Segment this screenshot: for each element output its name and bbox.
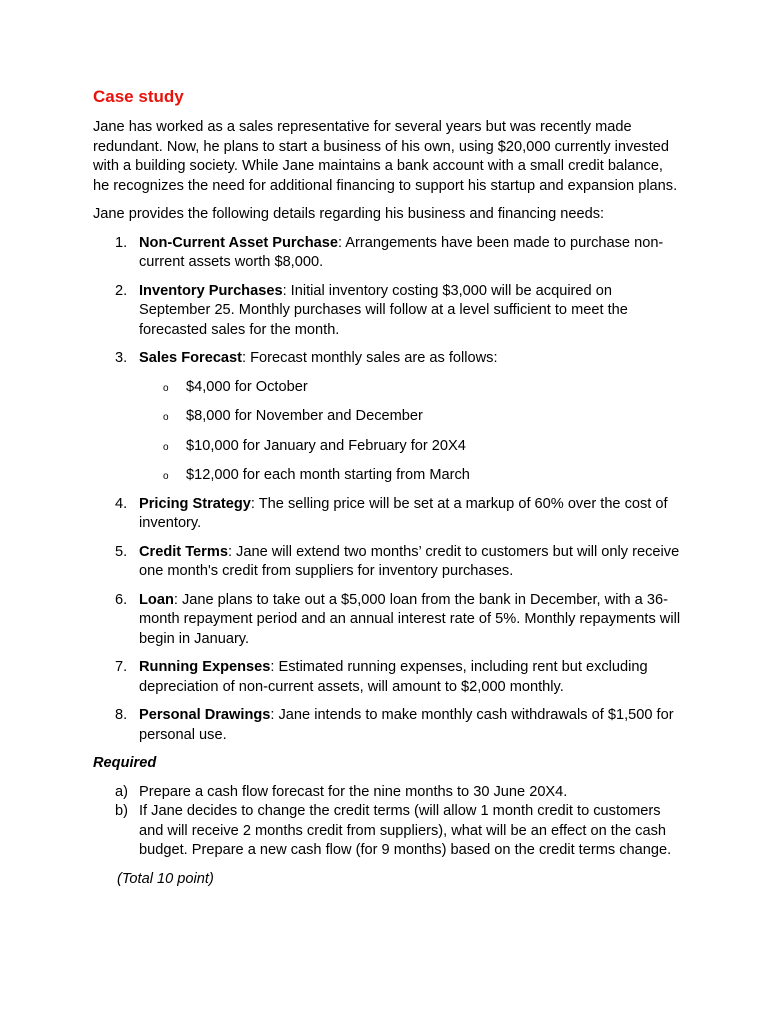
- item-text: : Estimated running expenses, including rent but excluding depreciation of non-current assets, will amount to $2,000 monthly.: [139, 659, 648, 695]
- item-number: 8.: [115, 707, 128, 723]
- sub-list-item: [139, 437, 683, 457]
- sub-list-item: [139, 378, 683, 398]
- case-study-title: Case study: [93, 87, 184, 106]
- item-label: Inventory Purchases: [139, 282, 283, 299]
- document-page: [93, 86, 683, 889]
- required-item-a: [93, 783, 683, 803]
- intro-paragraph: Jane has worked as a sales representative for several years but was recently made redundant. Now, he plans to start a business of his own, using $20,000 currently invested with a building society. While Jane maintains a bank account with a small credit balance, he recognizes the need for additional financing to support his startup and expansion plans.: [93, 119, 678, 194]
- sub-list-item: [139, 407, 683, 427]
- item-text: : The selling price will be set at a markup of 60% over the cost of inventory.: [139, 495, 668, 531]
- required-item-text: Prepare a cash flow forecast for the nine months to 30 June 20X4.: [139, 783, 568, 800]
- lead-paragraph: Jane provides the following details regarding his business and financing needs:: [93, 206, 605, 222]
- item-number: 3.: [115, 350, 128, 366]
- item-letter: a): [115, 783, 128, 800]
- sub-item-text: $8,000 for November and December: [186, 408, 423, 424]
- item-label: Credit Terms: [139, 543, 228, 560]
- sub-item-text: $12,000 for each month starting from March: [186, 467, 470, 483]
- item-number: 1.: [115, 234, 128, 251]
- sub-item-text: $10,000 for January and February for 20X4: [186, 437, 466, 454]
- item-label: Non-Current Asset Purchase: [139, 234, 338, 251]
- details-list: [93, 234, 683, 746]
- list-item-6: [93, 591, 683, 650]
- item-text: : Arrangements have been made to purchase non-current assets worth $8,000.: [139, 234, 664, 270]
- item-number: 7.: [115, 659, 128, 675]
- circle-bullet-icon: o: [163, 441, 169, 453]
- list-item-1: [93, 234, 683, 273]
- item-letter: b): [115, 803, 128, 819]
- sales-forecast-list: [139, 378, 683, 486]
- list-item-7: [93, 658, 683, 697]
- sub-item-text: $4,000 for October: [186, 378, 308, 395]
- item-text: : Jane intends to make monthly cash withdrawals of $1,500 for personal use.: [139, 707, 674, 743]
- required-heading: Required: [93, 755, 157, 771]
- required-item-b: [93, 802, 683, 861]
- list-item-2: [93, 282, 683, 341]
- item-label: Personal Drawings: [139, 707, 271, 723]
- list-item-4: [93, 495, 683, 534]
- required-item-text: If Jane decides to change the credit terms (will allow 1 month credit to customers and will receive 2 months credit from suppliers), what will be an effect on the cash budget. Prepare a new cash flow (for 9 months) based on the credit terms change.: [139, 803, 672, 858]
- required-list: [93, 783, 683, 861]
- item-text: : Forecast monthly sales are as follows:: [242, 350, 498, 366]
- circle-bullet-icon: o: [163, 412, 169, 423]
- item-label: Pricing Strategy: [139, 495, 251, 512]
- item-label: Loan: [139, 591, 174, 608]
- circle-bullet-icon: o: [163, 382, 169, 394]
- list-item-5: [93, 543, 683, 582]
- item-label: Sales Forecast: [139, 350, 243, 366]
- list-item-8: [93, 706, 683, 745]
- item-number: 4.: [115, 495, 128, 512]
- item-text: : Jane will extend two months’ credit to customers but will only receive one month's credit from suppliers for inventory purchases.: [139, 543, 680, 579]
- circle-bullet-icon: o: [163, 471, 169, 482]
- total-points: (Total 10 point): [117, 870, 214, 887]
- list-item-3: [93, 349, 683, 486]
- item-number: 2.: [115, 282, 128, 299]
- sub-list-item: [139, 466, 683, 486]
- item-text: : Jane plans to take out a $5,000 loan from the bank in December, with a 36-month repayment period and an annual interest rate of 5%. Monthly repayments will begin in January.: [139, 591, 681, 647]
- item-text: : Initial inventory costing $3,000 will be acquired on September 25. Monthly purchases will follow at a level sufficient to meet the forecasted sales for the month.: [139, 282, 628, 338]
- item-number: 5.: [115, 543, 128, 560]
- item-number: 6.: [115, 591, 128, 608]
- item-label: Running Expenses: [139, 659, 271, 675]
